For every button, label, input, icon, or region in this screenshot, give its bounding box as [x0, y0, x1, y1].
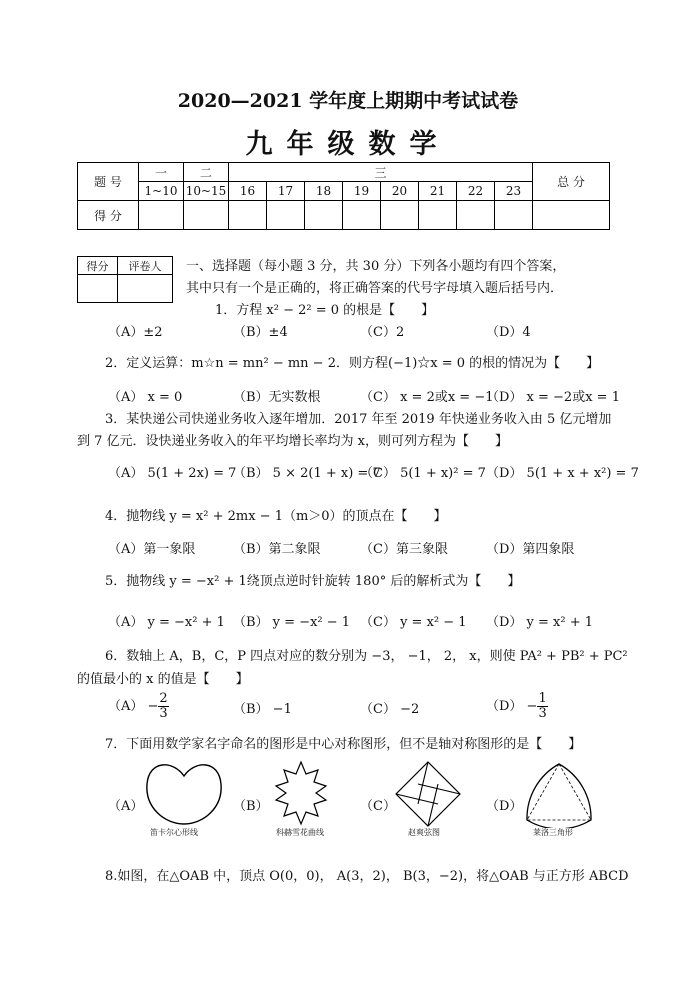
q2-option-a: （A） x = 0	[108, 390, 183, 405]
q2-option-b: （B）无实数根	[233, 390, 321, 405]
q5-option-b: （B） y = −x² − 1	[233, 615, 351, 630]
q5-option-d: （D） y = x² + 1	[486, 615, 594, 630]
outer-square	[396, 762, 460, 826]
col-header: 10~15	[184, 182, 229, 201]
q5-option-c: （C） y = x² − 1	[360, 615, 467, 630]
q5-option-a: （A） y = −x² + 1	[108, 615, 225, 630]
q1-option-b: （B）±4	[233, 325, 288, 340]
q6-option-a-label: （A） −	[108, 699, 159, 714]
inner-line	[418, 762, 428, 804]
group-3: 三	[229, 163, 533, 182]
col-header: 18	[305, 182, 343, 201]
q7-option-d: （D）	[486, 799, 523, 814]
score-cell[interactable]	[419, 201, 457, 230]
q3-option-c: （C） 5(1 + x)² = 7	[360, 466, 486, 481]
row-label-score: 得 分	[78, 201, 139, 230]
total-score-cell[interactable]	[533, 201, 610, 230]
score-cell[interactable]	[495, 201, 533, 230]
score-cell[interactable]	[381, 201, 419, 230]
total-label: 总 分	[533, 163, 610, 201]
col-header: 23	[495, 182, 533, 201]
q3-option-a: （A） 5(1 + 2x) = 7	[108, 466, 237, 481]
col-header: 21	[419, 182, 457, 201]
q6-fraction-d	[537, 692, 547, 721]
inner-line	[428, 784, 438, 826]
q5-stem: 5．抛物线 y = −x² + 1绕顶点逆时针旋转 180° 后的解析式为【 】	[105, 574, 521, 589]
inner-line	[418, 784, 460, 794]
grader-table	[77, 256, 173, 303]
grader-name-label: 评卷人	[118, 257, 173, 275]
reuleaux-figure	[523, 762, 595, 828]
subject-title: 九年级数学	[245, 129, 451, 160]
q1-option-c: （C）2	[360, 325, 405, 340]
koch-snowflake-figure	[266, 760, 336, 826]
q2-option-c: （C） x = 2或x = −1	[360, 390, 494, 405]
q4-option-d: （D）第四象限	[486, 542, 575, 557]
col-header: 1~10	[139, 182, 184, 201]
fraction-numerator: 1	[538, 691, 547, 706]
q1-stem: 1．方程 x² − 2² = 0 的根是【 】	[215, 303, 435, 318]
caption-d: 莱洛三角形	[533, 828, 573, 837]
q6-fraction-a	[158, 692, 168, 721]
q7-option-c: （C）	[360, 799, 396, 814]
q3-option-d: （D） 5(1 + x + x²) = 7	[486, 466, 639, 481]
q1-option-d: （D）4	[486, 325, 531, 340]
q3-stem-2: 到 7 亿元．设快递业务收入的年平均增长率均为 x，则可列方程为【 】	[77, 434, 508, 449]
q4-option-a: （A）第一象限	[108, 542, 196, 557]
q1-option-a: （A）±2	[108, 325, 163, 340]
fraction-denominator: 3	[159, 706, 168, 721]
q6-option-b: （B） −1	[233, 702, 292, 717]
q7-option-a: （A）	[108, 799, 144, 814]
q7-option-b: （B）	[233, 799, 269, 814]
zhao-shuang-figure	[394, 760, 462, 828]
score-cell[interactable]	[267, 201, 305, 230]
q6-option-c: （C） −2	[360, 702, 420, 717]
row-label-question: 题 号	[78, 163, 139, 201]
fraction-numerator: 2	[159, 691, 168, 706]
section-intro-2: 其中只有一个是正确的，将正确答案的代号字母填入题后括号内．	[186, 281, 564, 296]
cardioid-figure	[143, 758, 225, 828]
q3-stem-1: 3．某快递公司快递业务收入逐年增加．2017 年至 2019 年快递业务收入由 5 亿元增加	[105, 412, 612, 427]
score-cell[interactable]	[343, 201, 381, 230]
score-table	[77, 162, 610, 230]
q4-option-c: （C）第三象限	[360, 542, 448, 557]
score-cell[interactable]	[139, 201, 184, 230]
q6-stem-1: 6．数轴上 A，B，C，P 四点对应的数分别为 −3， −1， 2， x，则使 PA² + PB² + PC²	[105, 649, 628, 664]
col-header: 16	[229, 182, 267, 201]
q4-stem: 4．抛物线 y = x² + 2mx − 1（m＞0）的顶点在【 】	[105, 509, 447, 524]
group-2: 二	[184, 163, 229, 182]
group-1: 一	[139, 163, 184, 182]
col-header: 17	[267, 182, 305, 201]
caption-b: 科赫雪花曲线	[276, 828, 324, 837]
q2-stem: 2．定义运算：m☆n = mn² − mn − 2．则方程(−1)☆x = 0 的根的情况为【 】	[105, 356, 600, 371]
grader-score-cell[interactable]	[78, 275, 118, 303]
score-cell[interactable]	[229, 201, 267, 230]
koch-snowflake-outline	[276, 762, 326, 824]
q8-stem: 8.如图，在△OAB 中，顶点 O(0，0)， A(3，2)， B(3，−2)，将△OAB 与正方形 ABCD	[105, 869, 629, 884]
inner-triangle	[527, 764, 591, 820]
fraction-denominator: 3	[538, 706, 547, 721]
grader-name-cell[interactable]	[118, 275, 173, 303]
q7-stem: 7．下面用数学家名字命名的图形是中心对称图形，但不是轴对称图形的是【 】	[105, 737, 582, 752]
score-cell[interactable]	[457, 201, 495, 230]
score-cell[interactable]	[184, 201, 229, 230]
q4-option-b: （B）第二象限	[233, 542, 321, 557]
reuleaux-outline	[527, 764, 591, 828]
caption-a: 笛卡尔心形线	[150, 828, 198, 837]
q6-option-a	[108, 692, 169, 721]
score-cell[interactable]	[305, 201, 343, 230]
exam-title: 2020—2021 学年度上期期中考试试卷	[177, 90, 519, 112]
caption-c: 赵爽弦图	[408, 828, 440, 837]
inner-line	[396, 794, 438, 804]
q6-stem-2: 的值最小的 x 的值是【 】	[77, 672, 249, 687]
q6-option-d	[486, 692, 548, 721]
q6-option-d-label: （D） −	[486, 699, 538, 714]
q3-option-b: （B） 5 × 2(1 + x) = 7	[233, 466, 381, 481]
section-intro-1: 一、选择题（每小题 3 分，共 30 分）下列各小题均有四个答案，	[186, 259, 566, 274]
cardioid-curve	[147, 765, 221, 824]
col-header: 22	[457, 182, 495, 201]
col-header: 19	[343, 182, 381, 201]
q2-option-d: （D） x = −2或x = 1	[486, 390, 620, 405]
grader-score-label: 得分	[78, 257, 118, 275]
col-header: 20	[381, 182, 419, 201]
